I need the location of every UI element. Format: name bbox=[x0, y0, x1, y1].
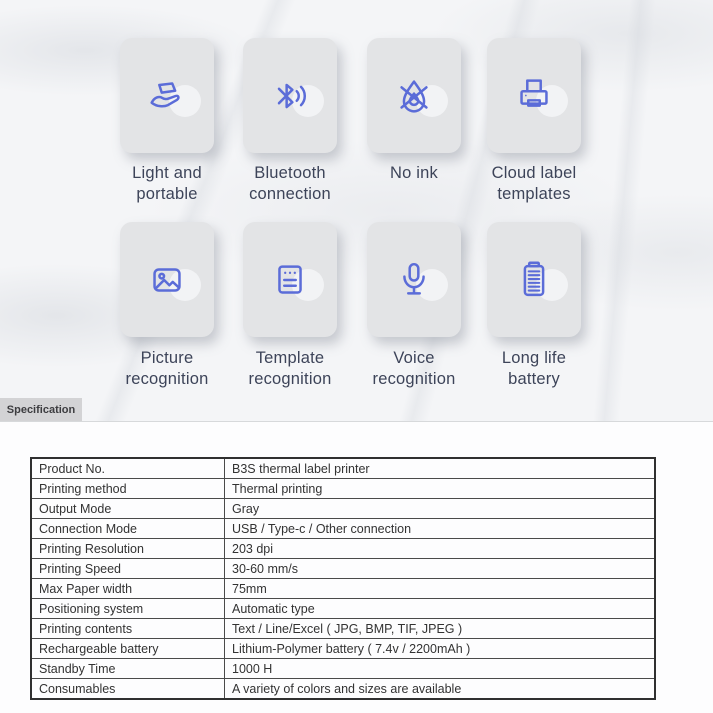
feature-card-bluetooth bbox=[243, 38, 337, 153]
table-row: Output Mode Gray bbox=[31, 499, 655, 519]
table-row: Positioning system Automatic type bbox=[31, 599, 655, 619]
feature-label: Cloud label templates bbox=[491, 164, 577, 203]
no-ink-drop-icon bbox=[391, 73, 437, 119]
feature-label: Picture recognition bbox=[125, 349, 209, 388]
table-row: Printing Speed 30-60 mm/s bbox=[31, 559, 655, 579]
battery-icon bbox=[511, 257, 557, 303]
table-row: Max Paper width 75mm bbox=[31, 579, 655, 599]
hand-holding-device-icon bbox=[144, 73, 190, 119]
table-row: Printing contents Text / Line/Excel ( JPG, BMP, TIF, JPEG ) bbox=[31, 619, 655, 639]
feature-label: Light and portable bbox=[132, 164, 202, 203]
feature-card-template-recognition bbox=[243, 222, 337, 337]
feature-card-cloud-templates bbox=[487, 38, 581, 153]
template-document-icon bbox=[267, 257, 313, 303]
specification-section bbox=[0, 422, 713, 713]
tab-specification[interactable]: Specification bbox=[0, 398, 82, 421]
specification-table bbox=[30, 457, 656, 700]
picture-icon bbox=[144, 257, 190, 303]
feature-label: Long life battery bbox=[501, 349, 567, 388]
feature-card-voice-recognition bbox=[367, 222, 461, 337]
feature-label: Template recognition bbox=[248, 349, 332, 388]
feature-card-picture-recognition bbox=[120, 222, 214, 337]
printer-icon bbox=[511, 73, 557, 119]
table-row: Printing Resolution 203 dpi bbox=[31, 539, 655, 559]
table-row: Product No. B3S thermal label printer bbox=[31, 458, 655, 479]
table-row: Standby Time 1000 H bbox=[31, 659, 655, 679]
table-row: Printing method Thermal printing bbox=[31, 479, 655, 499]
bluetooth-icon bbox=[267, 73, 313, 119]
feature-label: No ink bbox=[390, 164, 438, 182]
feature-label: Bluetooth connection bbox=[249, 164, 331, 203]
table-row: Consumables A variety of colors and sizes are available bbox=[31, 679, 655, 700]
table-row: Connection Mode USB / Type-c / Other connection bbox=[31, 519, 655, 539]
feature-card-light-portable bbox=[120, 38, 214, 153]
table-row: Rechargeable battery Lithium-Polymer battery ( 7.4v / 2200mAh ) bbox=[31, 639, 655, 659]
feature-card-long-life-battery bbox=[487, 222, 581, 337]
feature-label: Voice recognition bbox=[372, 349, 456, 388]
feature-card-no-ink bbox=[367, 38, 461, 153]
microphone-icon bbox=[391, 257, 437, 303]
